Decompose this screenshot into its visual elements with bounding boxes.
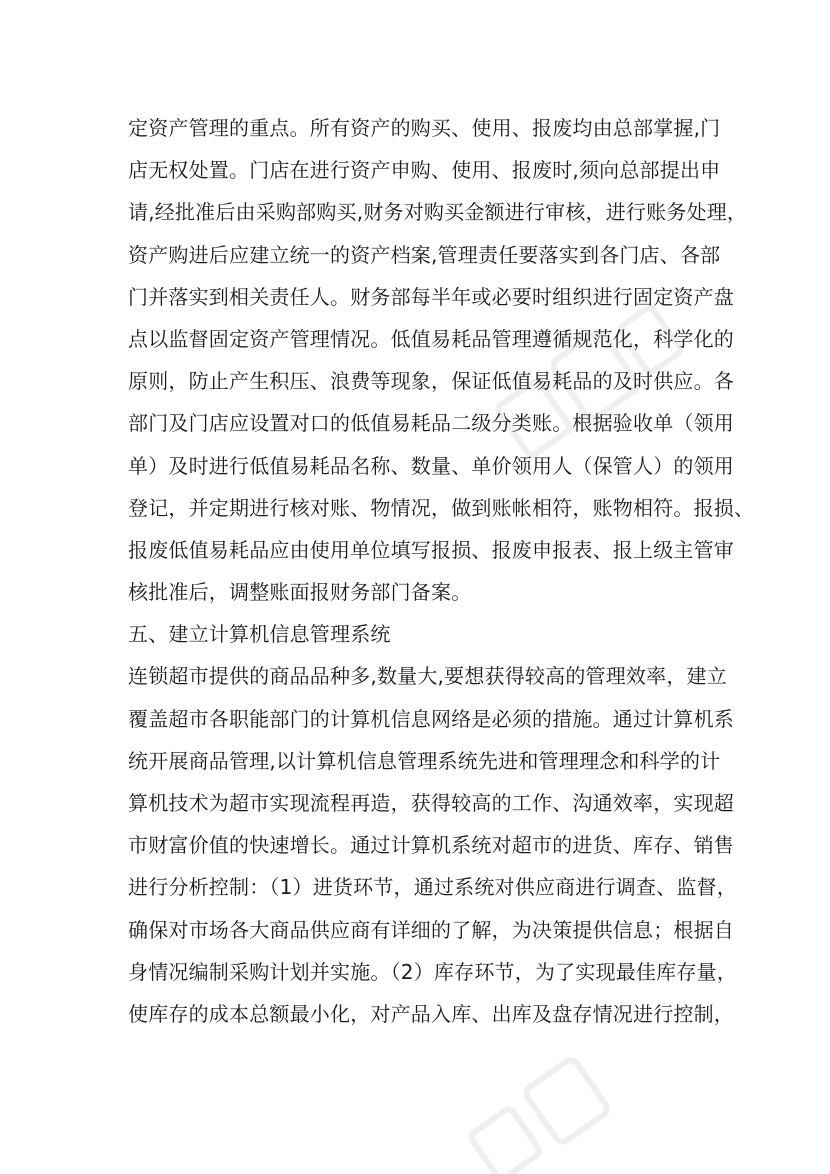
text-line: 确保对市场各大商品供应商有详细的了解，为决策提供信息；根据自 bbox=[128, 917, 734, 942]
text-line: 店无权处置。门店在进行资产申购、使用、报废时,须向总部提出申 bbox=[128, 158, 721, 183]
text-line: 部门及门店应设置对口的低值易耗品二级分类账。根据验收单（领用 bbox=[128, 411, 734, 436]
text-line: 算机技术为超市实现流程再造，获得较高的工作、沟通效率，实现超 bbox=[128, 791, 734, 815]
text-line: 核批准后，调整账面报财务部门备案。 bbox=[128, 580, 472, 605]
text-line: 进行分析控制：（1）进货环节，通过系统对供应商进行调查、监督， bbox=[128, 875, 737, 900]
text-line: 报废低值易耗品应由使用单位填写报损、报废申报表、报上级主管审 bbox=[128, 537, 734, 562]
text-line: 定资产管理的重点。所有资产的购买、使用、报废均由总部掌握,门 bbox=[128, 116, 721, 140]
text-line: 使库存的成本总额最小化，对产品入库、出库及盘存情况进行控制， bbox=[128, 1001, 734, 1026]
text-line: 请,经批准后由采购部购买,财务对购买金额进行审核，进行账务处理， bbox=[128, 200, 748, 225]
text-line: 原则，防止产生积压、浪费等现象，保证低值易耗品的及时供应。各 bbox=[128, 369, 734, 394]
text-line: 门并落实到相关责任人。财务部每半年或必要时组织进行固定资产盘 bbox=[128, 284, 734, 309]
text-line: 覆盖超市各职能部门的计算机信息网络是必须的措施。通过计算机系 bbox=[128, 706, 734, 731]
text-line: 登记，并定期进行核对账、物情况，做到账帐相符，账物相符。报损、 bbox=[128, 495, 755, 520]
watermark-stamp bbox=[440, 1050, 660, 1174]
text-line: 资产购进后应建立统一的资产档案,管理责任要落实到各门店、各部 bbox=[128, 242, 721, 267]
text-line: 点以监督固定资产管理情况。低值易耗品管理遵循规范化，科学化的 bbox=[128, 326, 734, 351]
body-text bbox=[128, 107, 755, 1035]
text-line: 连锁超市提供的商品品种多,数量大,要想获得较高的管理效率，建立 bbox=[128, 664, 727, 689]
text-line: 身情况编制采购计划并实施。（2）库存环节，为了实现最佳库存量， bbox=[128, 959, 737, 984]
text-line: 市财富价值的快速增长。通过计算机系统对超市的进货、库存、销售 bbox=[128, 833, 734, 858]
text-line: 单）及时进行低值易耗品名称、数量、单价领用人（保管人）的领用 bbox=[128, 453, 734, 478]
text-line: 统开展商品管理,以计算机信息管理系统先进和管理理念和科学的计 bbox=[128, 748, 721, 773]
section-heading: 五、建立计算机信息管理系统 bbox=[128, 622, 391, 647]
